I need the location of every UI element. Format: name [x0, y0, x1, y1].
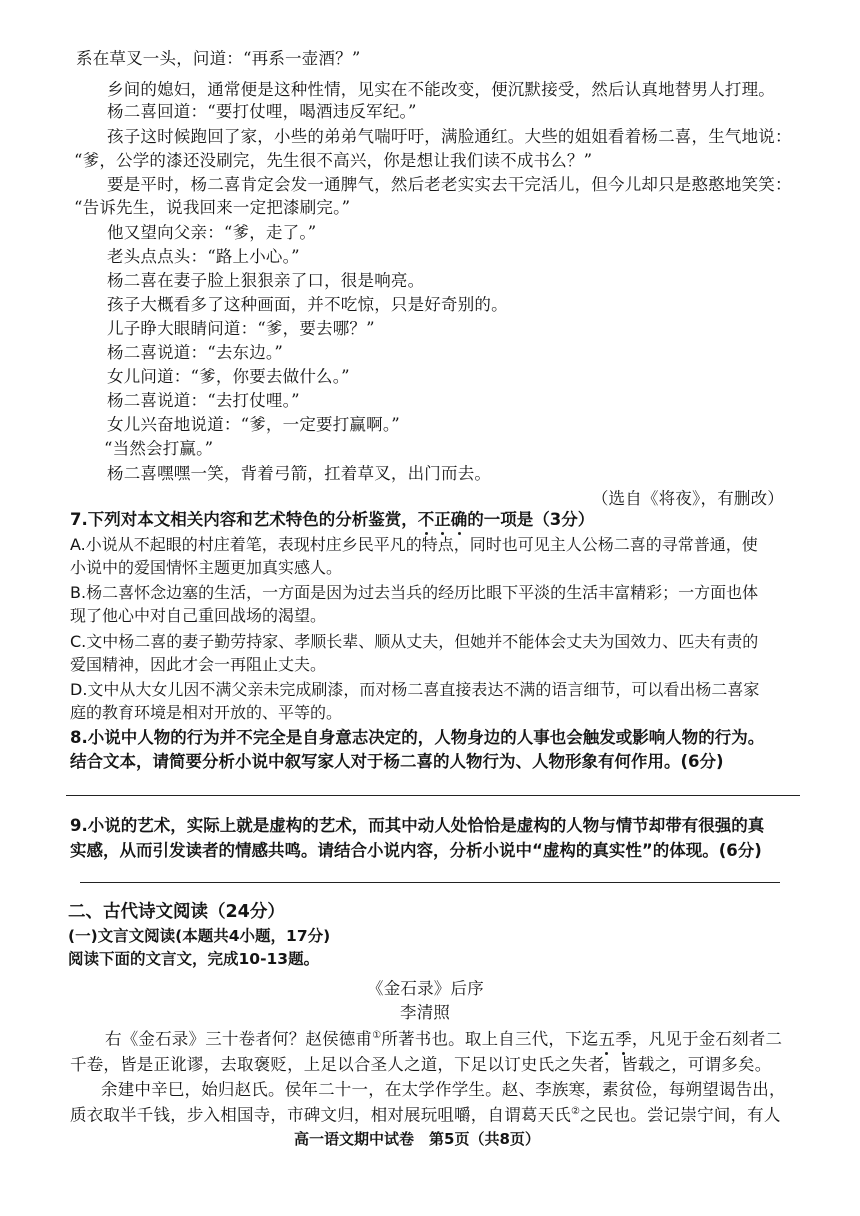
- question-8-stem: 8.小说中人物的行为并不完全是自身意志决定的，人物身边的人事也会触发或影响人物的行为。: [70, 728, 765, 747]
- story-source: （选自《将夜》，有删改）: [591, 489, 784, 508]
- question-7-option-a-cont: 小说中的爱国情怀主题更加真实感人。: [70, 558, 343, 577]
- story-line: 系在草叉一头，问道：“再系一壶酒？”: [76, 49, 361, 68]
- story-line: “当然会打赢。”: [104, 439, 214, 458]
- footnote-marker: ②: [571, 1106, 581, 1117]
- classical-line: 右《金石录》三十卷者何？赵侯德甫①所著书也。取上自三代，下迄五季，凡见于金石刻者二: [105, 1029, 783, 1049]
- story-line: 儿子睁大眼睛问道：“爹，要去哪？”: [107, 319, 375, 338]
- story-line: 孩子这时候跑回了家，小些的弟弟气喘吁吁，满脸通红。大些的姐姐看着杨二喜，生气地说：: [107, 127, 792, 146]
- emphasis-not-correct: 不正确: [417, 510, 468, 529]
- question-9-stem: 9.小说的艺术，实际上就是虚构的艺术，而其中动人处恰恰是虚构的人物与情节却带有很强的真: [70, 816, 765, 835]
- story-line: 女儿兴奋地说道：“爹，一定要打赢啊。”: [107, 415, 400, 434]
- story-line: “告诉先生，说我回来一定把漆刷完。”: [74, 198, 351, 217]
- answer-line-9: [80, 882, 780, 883]
- classical-line: 千卷，皆是正讹谬，去取褒贬，上足以合圣人之道，下足以订史氏之失者，皆载之，可谓多矣。: [70, 1055, 772, 1074]
- section-heading: 二、古代诗文阅读（24分）: [68, 902, 285, 922]
- question-7-option-d-cont: 庭的教育环境是相对开放的、平等的。: [70, 703, 343, 722]
- story-line: 女儿问道：“爹，你要去做什么。”: [107, 367, 350, 386]
- question-7-option-a: A.小说从不起眼的村庄着笔，表现村庄乡民平凡的特点，同时也可见主人公杨二喜的寻常普通，使: [70, 535, 758, 554]
- classical-line: 余建中辛巳，始归赵氏。侯年二十一，在太学作学生。赵、李族寒，素贫俭，每朔望谒告出，: [101, 1080, 786, 1099]
- story-line: 杨二喜回道：“要打仗哩，喝酒违反军纪。”: [107, 102, 417, 121]
- story-line: “爹，公学的漆还没刷完，先生很不高兴，你是想让我们读不成书么？”: [74, 151, 593, 170]
- reading-instruction: 阅读下面的文言文，完成10-13题。: [68, 950, 320, 968]
- story-line: 乡间的媳妇，通常便是这种性情，见实在不能改变，便沉默接受，然后认真地替男人打理。: [107, 80, 775, 99]
- classical-line: 质衣取半千钱，步入相国寺，市碑文归，相对展玩咀嚼，自谓葛天氏②之民也。尝记崇宁间，有人: [70, 1105, 781, 1125]
- question-7-option-b-cont: 现了他心中对自己重回战场的渴望。: [70, 606, 327, 625]
- question-9-stem-cont: 实感，从而引发读者的情感共鸣。请结合小说内容，分析小说中“虚构的真实性”的体现。(6分): [70, 841, 762, 860]
- question-7-option-c-cont: 爱国精神，因此才会一再阻止丈夫。: [70, 655, 327, 674]
- story-line: 老头点点头：“路上小心。”: [107, 247, 300, 266]
- classical-text-author: 李清照: [400, 1003, 451, 1022]
- emphasis-five-dynasties: 五季: [598, 1029, 632, 1049]
- question-7-option-c: C.文中杨二喜的妻子勤劳持家、孝顺长辈、顺从丈夫，但她并不能体会丈夫为国效力、匹夫有责的: [70, 632, 759, 651]
- question-7-stem: 7.下列对本文相关内容和艺术特色的分析鉴赏，不正确的一项是（3分）: [70, 510, 595, 529]
- story-line: 杨二喜说道：“去东边。”: [107, 343, 284, 362]
- question-7-option-b: B.杨二喜怀念边塞的生活，一方面是因为过去当兵的经历比眼下平淡的生活丰富精彩；一方面也体: [70, 583, 759, 602]
- story-line: 他又望向父亲：“爹，走了。”: [107, 223, 317, 242]
- footnote-marker: ①: [372, 1030, 382, 1041]
- page-footer: 高一语文期中试卷 第5页（共8页）: [294, 1130, 540, 1148]
- question-7-option-d: D.文中从大女儿因不满父亲未完成刷漆，而对杨二喜直接表达不满的语言细节，可以看出杨二喜家: [70, 680, 760, 699]
- answer-line-8: [66, 795, 800, 796]
- story-line: 杨二喜嘿嘿一笑，背着弓箭，扛着草叉，出门而去。: [107, 464, 492, 483]
- story-line: 孩子大概看多了这种画面，并不吃惊，只是好奇别的。: [107, 295, 508, 314]
- story-line: 杨二喜在妻子脸上狠狠亲了口，很是响亮。: [107, 271, 425, 290]
- story-line: 杨二喜说道：“去打仗哩。”: [107, 391, 300, 410]
- classical-text-title: 《金石录》后序: [367, 979, 484, 998]
- subsection-heading: (一)文言文阅读(本题共4小题，17分): [68, 927, 331, 945]
- story-line: 要是平时，杨二喜肯定会发一通脾气，然后老老实实去干完活儿，但今儿却只是憨憨地笑笑：: [107, 175, 792, 194]
- question-8-stem-cont: 结合文本，请简要分析小说中叙写家人对于杨二喜的人物行为、人物形象有何作用。(6分): [70, 752, 724, 771]
